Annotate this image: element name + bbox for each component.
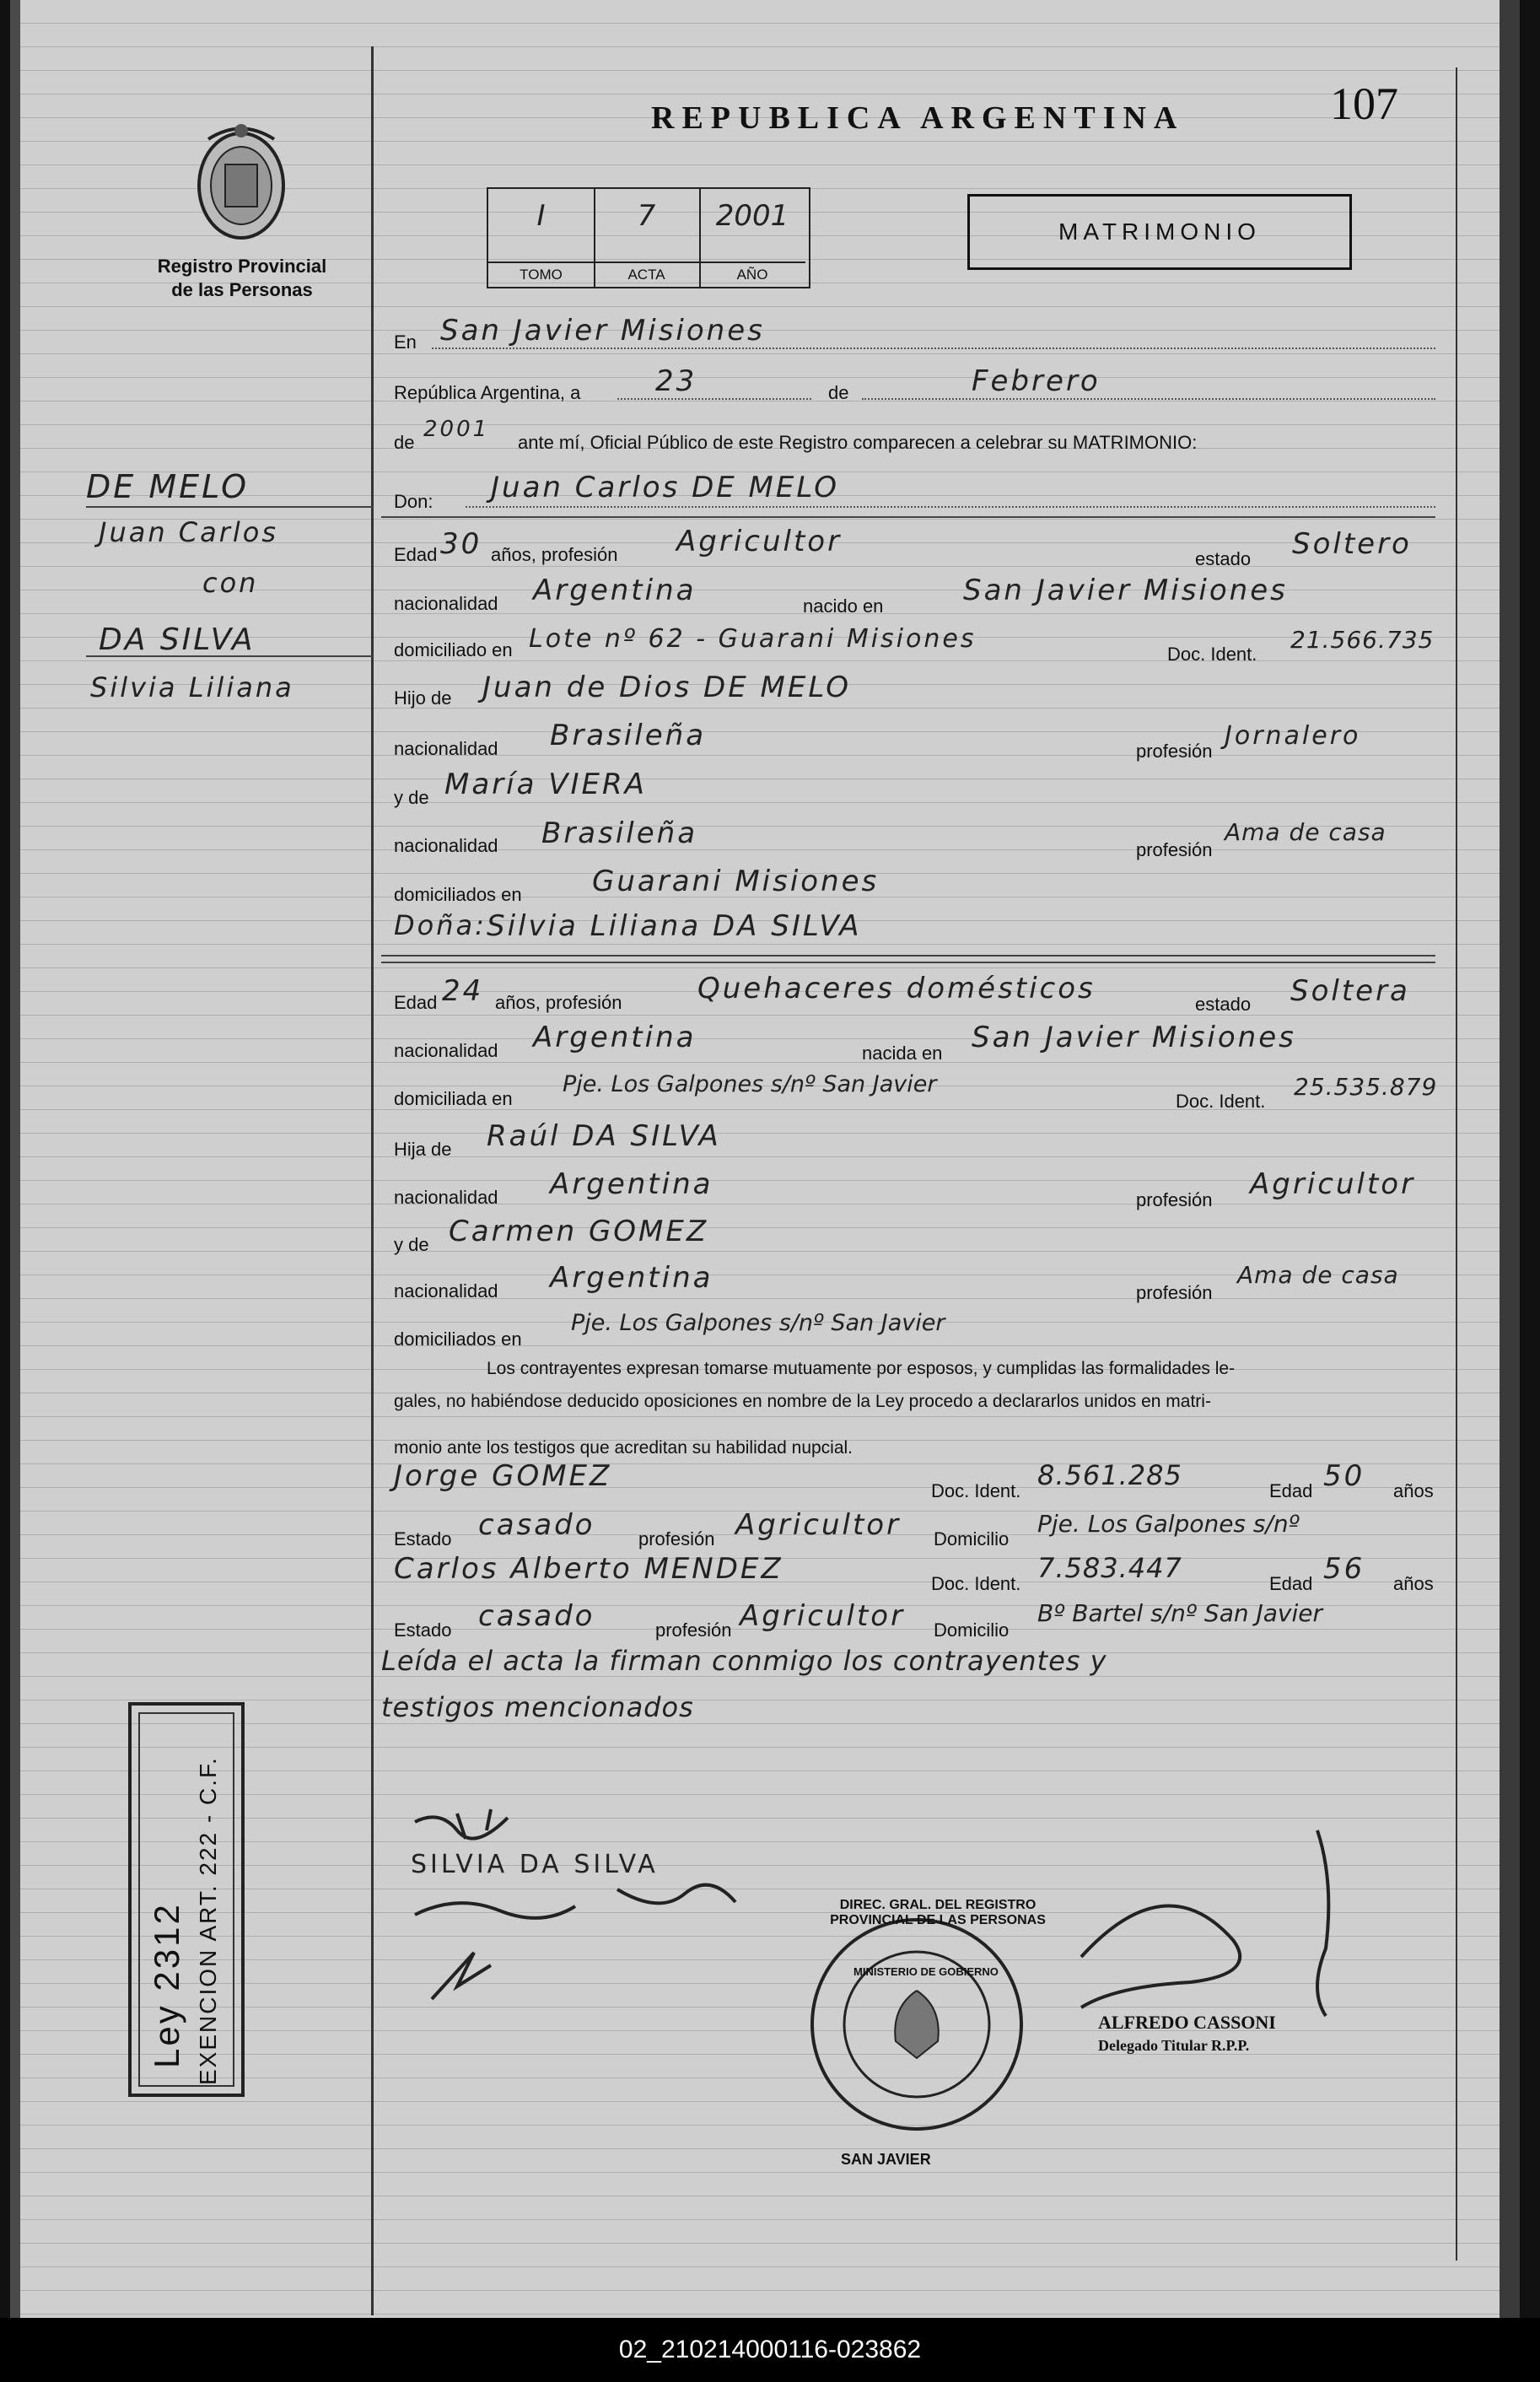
en-label: En	[394, 331, 417, 353]
anos-label: años	[1393, 1573, 1434, 1594]
groom-domicilio: Lote nº 62 - Guarani Misiones	[529, 624, 977, 654]
nacionalidad-label: nacionalidad	[394, 835, 498, 856]
margin-note: con	[202, 567, 259, 599]
profesion-label: profesión	[655, 1619, 732, 1641]
profesion-label: profesión	[1136, 1189, 1213, 1210]
closing-line: testigos mencionados	[381, 1691, 694, 1723]
declaration-text	[487, 1345, 1235, 1393]
intro-text: ante mí, Oficial Público de este Registro comparecen a celebrar su MATRIMONIO:	[518, 432, 1198, 453]
section-divider	[381, 516, 1435, 518]
domicilio-label: Domicilio	[934, 1619, 1010, 1641]
republic-label: República Argentina, a	[394, 382, 581, 403]
nacido-label: nacido en	[803, 596, 884, 617]
witness2-estado: casado	[478, 1599, 595, 1633]
edad-label: Edad	[1269, 1573, 1313, 1594]
groom-name: Juan Carlos DE MELO	[491, 471, 840, 504]
groom-nacionalidad: Argentina	[533, 574, 697, 607]
bride-father-nac: Argentina	[550, 1167, 713, 1201]
folio-number: 107	[1330, 78, 1398, 129]
edad-label: Edad	[1269, 1480, 1313, 1501]
signatures-graphic	[407, 1805, 811, 2024]
ano-label: AÑO	[699, 261, 805, 287]
nacionalidad-label: nacionalidad	[394, 1280, 498, 1301]
profesion-label: años, profesión	[491, 544, 618, 565]
registry-line: de las Personas	[171, 279, 313, 300]
field-line	[432, 348, 1435, 349]
official-title: Delegado Titular R.P.P.	[1098, 2037, 1250, 2054]
edad-label: Edad	[394, 992, 438, 1013]
bride-mother-prof: Ama de casa	[1237, 1261, 1399, 1289]
bride-nacionalidad: Argentina	[533, 1021, 697, 1054]
declaration-line: monio ante los testigos que acreditan su habilidad nupcial.	[394, 1438, 853, 1458]
bride-doc: 25.535.879	[1294, 1073, 1438, 1101]
place-value: San Javier Misiones	[440, 314, 765, 348]
field-line	[617, 398, 811, 400]
doc-label: Doc. Ident.	[931, 1573, 1021, 1594]
groom-father-prof: Jornalero	[1225, 721, 1361, 751]
seal-inner-text: MINISTERIO DE GOBIERNO	[853, 1965, 999, 1978]
year-value: 2001	[423, 417, 490, 442]
section-divider	[381, 962, 1435, 963]
domicilio-label: domiciliado en	[394, 639, 513, 660]
doc-label: Doc. Ident.	[1167, 644, 1257, 665]
nacida-label: nacida en	[862, 1043, 943, 1064]
bride-mother: Carmen GOMEZ	[449, 1215, 709, 1248]
acta-label: ACTA	[594, 261, 699, 287]
groom-mother-prof: Ama de casa	[1225, 818, 1387, 846]
anos-label: años	[1393, 1480, 1434, 1501]
margin-note: Juan Carlos	[99, 516, 279, 548]
groom-profesion: Agricultor	[676, 525, 843, 558]
month-value: Febrero	[972, 364, 1101, 398]
coat-of-arms-icon	[191, 118, 291, 245]
witness-signature	[415, 1885, 735, 1918]
bride-profesion: Quehaceres domésticos	[697, 972, 1096, 1005]
tomo-value: I	[536, 199, 546, 233]
registry-seal-icon	[807, 1915, 1026, 2134]
acta-cell	[594, 189, 701, 287]
witness1-profesion: Agricultor	[735, 1508, 902, 1542]
nacionalidad-label: nacionalidad	[394, 1187, 498, 1208]
margin-note: Silvia Liliana	[90, 671, 294, 703]
bride-domicilio: Pje. Los Galpones s/nº San Javier	[563, 1071, 937, 1097]
nacionalidad-label: nacionalidad	[394, 1040, 498, 1061]
groom-doc: 21.566.735	[1290, 626, 1435, 654]
profesion-label: profesión	[1136, 1282, 1213, 1303]
profesion-label: profesión	[638, 1528, 715, 1549]
groom-edad: 30	[440, 527, 482, 561]
de-label: de	[394, 432, 415, 453]
groom-signature	[415, 1809, 508, 1839]
doc-label: Doc. Ident.	[931, 1480, 1021, 1501]
bride-father-prof: Agricultor	[1250, 1167, 1416, 1201]
bride-prefix: Doña:	[394, 909, 487, 941]
bride-edad: 24	[442, 974, 484, 1008]
image-id-footer: 02_210214000116-023862	[0, 2318, 1540, 2382]
margin-underline	[86, 506, 373, 508]
domicilio-label: domiciliada en	[394, 1088, 513, 1109]
declaration-line: gales, no habiéndose deducido oposiciones en nombre de la Ley procedo a declararlos unidos en matri-	[394, 1392, 1211, 1411]
estado-label: estado	[1195, 548, 1252, 569]
stamp-line: Ley 2312	[147, 1902, 186, 2068]
witness1-domicilio: Pje. Los Galpones s/nº	[1037, 1510, 1300, 1538]
ano-value: 2001	[715, 199, 789, 233]
bride-estado: Soltera	[1290, 974, 1410, 1008]
estado-label: Estado	[394, 1528, 452, 1549]
document-page	[10, 0, 1520, 2318]
doc-label: Doc. Ident.	[1176, 1091, 1266, 1112]
section-divider	[381, 955, 1435, 957]
stamp-line: EXENCION ART. 222 - C.F.	[195, 1756, 221, 2085]
bride-father: Raúl DA SILVA	[487, 1119, 721, 1153]
witness1-doc: 8.561.285	[1037, 1459, 1182, 1491]
bride-mother-nac: Argentina	[550, 1261, 713, 1295]
groom-parents-dom: Guarani Misiones	[592, 865, 880, 898]
page-title: REPUBLICA ARGENTINA	[651, 100, 1185, 136]
groom-prefix: Don:	[394, 491, 433, 512]
witness1-estado: casado	[478, 1508, 595, 1542]
declaration-line: Los contrayentes expresan tomarse mutuamente por esposos, y cumplidas las formalidades le-	[487, 1359, 1236, 1378]
nacionalidad-label: nacionalidad	[394, 593, 498, 614]
day-value: 23	[655, 364, 697, 398]
domiciliados-label: domiciliados en	[394, 884, 522, 905]
binding-edge	[10, 0, 20, 2318]
profesion-label: años, profesión	[495, 992, 622, 1013]
field-line	[466, 506, 1435, 508]
groom-father: Juan de Dios DE MELO	[482, 671, 851, 704]
acta-value: 7	[637, 199, 656, 233]
ano-cell	[699, 189, 805, 287]
groom-father-nac: Brasileña	[550, 719, 707, 752]
right-margin-rule	[1456, 67, 1457, 2261]
bride-signature: SILVIA DA SILVA	[411, 1850, 659, 1879]
groom-estado: Soltero	[1292, 527, 1412, 561]
domiciliados-label: domiciliados en	[394, 1328, 522, 1350]
registry-name	[128, 255, 356, 302]
y-de-label: y de	[394, 787, 429, 808]
nacionalidad-label: nacionalidad	[394, 738, 498, 759]
domicilio-label: Domicilio	[934, 1528, 1010, 1549]
page-edge	[1500, 0, 1520, 2318]
bride-parents-dom: Pje. Los Galpones s/nº San Javier	[571, 1310, 945, 1336]
official-name: ALFREDO CASSONI	[1098, 2012, 1276, 2033]
closing-line: Leída el acta la firman conmigo los contrayentes y	[381, 1645, 1107, 1677]
groom-mother-nac: Brasileña	[541, 816, 698, 850]
margin-note: DE MELO	[86, 468, 250, 505]
profesion-label: profesión	[1136, 839, 1213, 860]
seal-text: SAN JAVIER	[841, 2151, 931, 2168]
seal-ring-text: DIREC. GRAL. DEL REGISTRO PROVINCIAL DE LAS PERSONAS	[830, 1898, 1046, 1927]
de-label: de	[828, 382, 849, 403]
witness2-name: Carlos Alberto MENDEZ	[394, 1552, 783, 1586]
hijo-label: Hijo de	[394, 687, 452, 709]
profesion-label: profesión	[1136, 741, 1213, 762]
witness-signature	[432, 1953, 491, 1999]
tomo-label: TOMO	[488, 261, 594, 287]
field-line	[862, 398, 1435, 400]
hija-label: Hija de	[394, 1139, 452, 1160]
witness1-name: Jorge GOMEZ	[394, 1459, 612, 1493]
margin-underline	[86, 655, 373, 657]
margin-note: DA SILVA	[99, 622, 256, 657]
tomo-acta-ano-table	[487, 187, 810, 288]
tomo-cell	[488, 189, 595, 287]
y-de-label: y de	[394, 1234, 429, 1255]
margin-rule	[371, 46, 374, 2315]
registry-line: Registro Provincial	[157, 256, 327, 277]
groom-nacido: San Javier Misiones	[963, 574, 1288, 607]
groom-mother: María VIERA	[444, 768, 647, 801]
estado-label: Estado	[394, 1619, 452, 1641]
exemption-stamp	[128, 1702, 245, 2097]
witness2-profesion: Agricultor	[740, 1599, 906, 1633]
witness2-doc: 7.583.447	[1037, 1552, 1182, 1584]
witness2-domicilio: Bº Bartel s/nº San Javier	[1037, 1599, 1323, 1627]
edad-label: Edad	[394, 544, 438, 565]
witness1-edad: 50	[1323, 1459, 1365, 1493]
act-type-box: MATRIMONIO	[967, 194, 1352, 270]
estado-label: estado	[1195, 994, 1252, 1015]
witness2-edad: 56	[1323, 1552, 1365, 1586]
bride-nacida: San Javier Misiones	[972, 1021, 1296, 1054]
bride-name: Silvia Liliana DA SILVA	[487, 909, 862, 943]
